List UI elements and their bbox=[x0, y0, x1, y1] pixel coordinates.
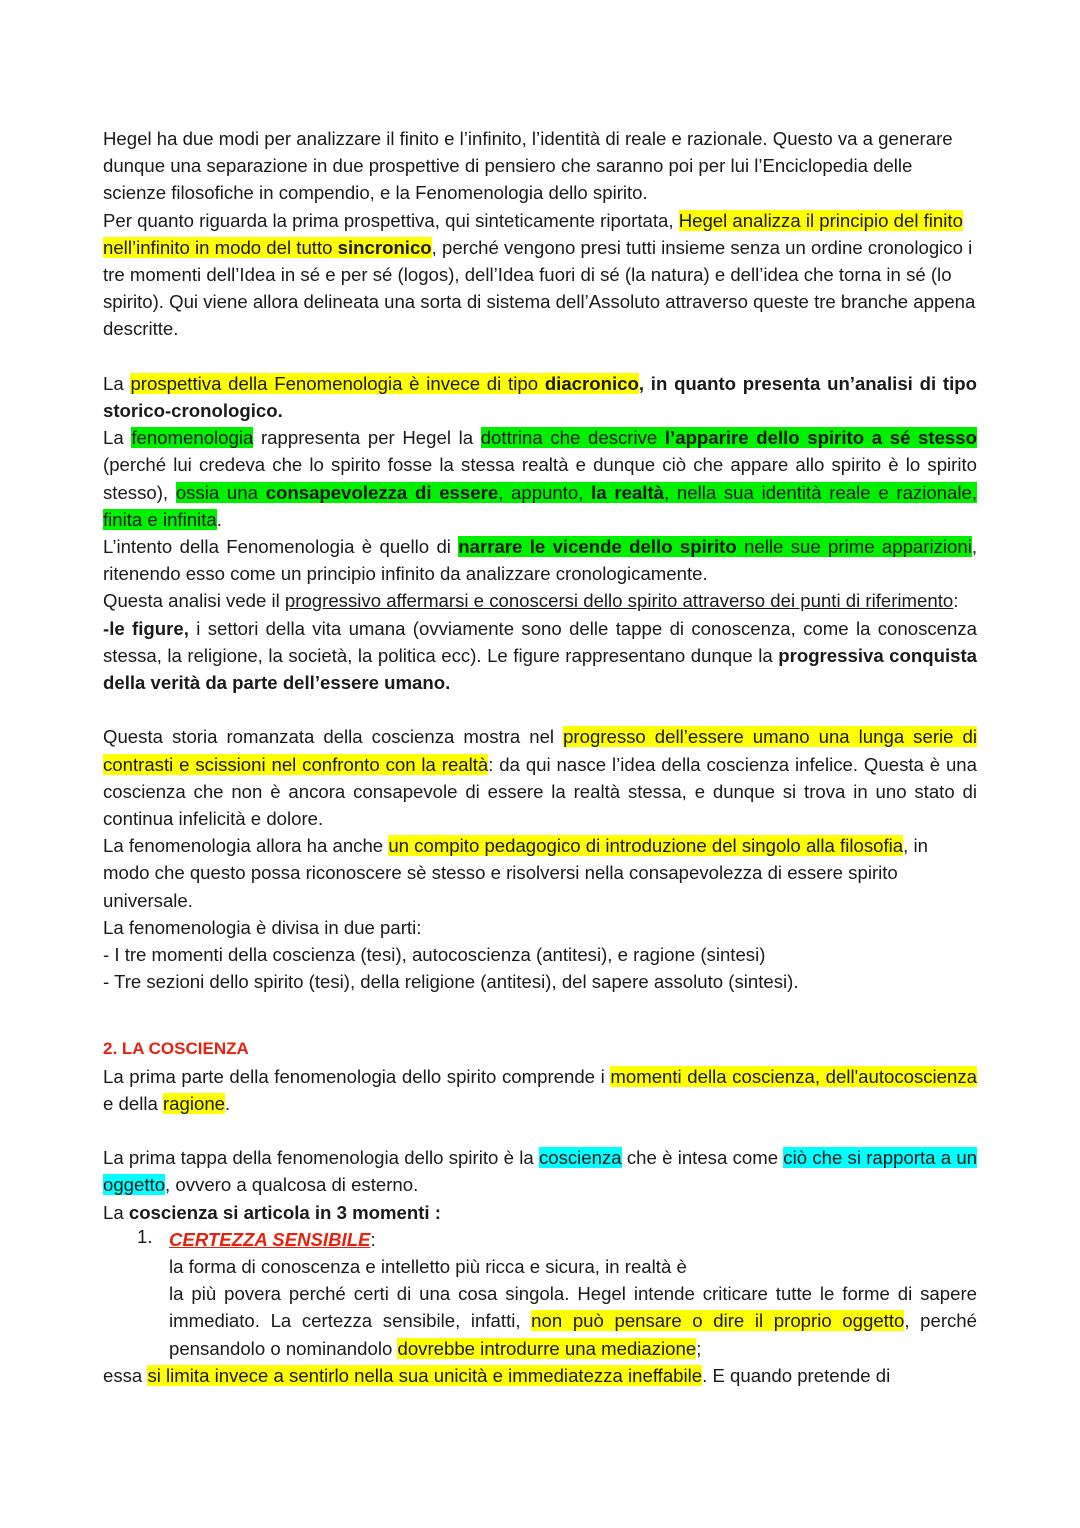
highlight-green: nelle sue prime apparizioni bbox=[736, 536, 972, 558]
text-run: , in modo che questo possa riconoscere sè stesso e risolversi nella consapevolezza di essere spirito universale. bbox=[103, 835, 928, 911]
text-run: La bbox=[103, 1201, 129, 1223]
text-run: L’intento della Fenomenologia è quello di bbox=[103, 536, 459, 558]
highlight-cyan: coscienza bbox=[538, 1147, 622, 1169]
highlight-green-bold: la realtà bbox=[591, 481, 664, 503]
list-item-title bbox=[169, 1226, 376, 1253]
highlight-yellow: si limita invece a sentirlo nella sua unicità e immediatezza ineffabile bbox=[147, 1364, 703, 1386]
text-run: La prima tappa della fenomenologia dello spirito è la bbox=[103, 1147, 539, 1169]
text-run: . bbox=[216, 508, 222, 530]
fenomenologia-definition-paragraph bbox=[103, 424, 977, 533]
list-item-body-line: la forma di conoscenza e intelletto più ricca e sicura, in realtà è bbox=[169, 1256, 687, 1278]
list-item-body bbox=[169, 1280, 977, 1362]
underlined-text: progressivo affermarsi e conoscersi dello spirito attraverso dei punti di riferimento bbox=[284, 590, 954, 612]
tre-momenti-paragraph bbox=[103, 1199, 977, 1226]
text-run: : bbox=[953, 590, 959, 612]
text-run: Per quanto riguarda la prima prospettiva, qui sinteticamente riportata, bbox=[103, 209, 679, 231]
text-run: , perché vengono presi tutti insieme senza un ordine cronologico i tre momenti dell’Idea in sé e per sé (logos), dell’Idea fuori di sé (la natura) e dell’idea che torna in sé (lo spirito). Qui viene allora delineata una sorta di sistema dell’Assoluto attraverso queste tre branche appena descritte. bbox=[103, 236, 976, 340]
highlight-green-bold: l’apparire dello spirito a sé stesso bbox=[664, 427, 977, 449]
highlight-yellow: momenti della coscienza, dell'autocoscienza bbox=[610, 1065, 978, 1087]
text-run: : bbox=[370, 1228, 376, 1250]
text-run: , ritenendo esso come un principio infinito da analizzare cronologicamente. bbox=[103, 536, 977, 585]
ineffabile-paragraph bbox=[103, 1362, 977, 1389]
text-run: La prima parte della fenomenologia dello spirito comprende i bbox=[103, 1065, 611, 1087]
highlight-green: , nella sua identità reale e razionale, finita e infinita bbox=[103, 481, 977, 530]
figure-paragraph bbox=[103, 615, 977, 697]
numbered-list-item bbox=[137, 1226, 977, 1253]
text-run: (perché lui credeva che lo spirito fosse la stessa realtà e dunque ciò che appare allo spirito è lo spirito stesso), bbox=[103, 454, 977, 503]
text-run: i settori della vita umana (ovviamente sono delle tappe di conoscenza, come la conoscenza stessa, la religione, la società, la politica ecc). Le figure rappresentano dunque la bbox=[103, 617, 977, 666]
text-run: la più povera perché certi di una cosa singola. Hegel intende criticare tutte le forme di sapere immediato. La certezza sensibile, infatti, bbox=[169, 1283, 977, 1332]
highlight-green: , appunto, bbox=[498, 481, 592, 503]
highlight-cyan: ciò che si rapporta a un oggetto bbox=[103, 1147, 978, 1196]
highlight-yellow: un compito pedagogico di introduzione del singolo alla filosofia bbox=[388, 835, 904, 857]
highlight-yellow: prospettiva della Fenomenologia è invece di tipo bbox=[130, 372, 545, 394]
text-run: La bbox=[103, 427, 132, 449]
document-body bbox=[103, 125, 977, 1389]
text-run: Questa storia romanzata della coscienza mostra nel bbox=[103, 726, 564, 748]
spacer bbox=[103, 696, 977, 723]
highlight-green: dottrina che descrive bbox=[480, 427, 665, 449]
sincronico-paragraph bbox=[103, 207, 977, 343]
analisi-paragraph bbox=[103, 587, 977, 614]
highlight-yellow: Hegel analizza il principio del finito nell’infinito in modo del tutto bbox=[103, 209, 963, 258]
list-number: 1. bbox=[137, 1225, 153, 1247]
coscienza-infelice-paragraph bbox=[103, 723, 977, 832]
text-run: e della bbox=[103, 1092, 163, 1114]
divisione-paragraph: La fenomenologia è divisa in due parti: bbox=[103, 916, 422, 938]
text-run: Hegel ha due modi per analizzare il finito e l’infinito, l’identità di reale e razionale. Questo va a generare dunque una separazione in due prospettive di pensiero che saranno poi per lui l’Enciclopedia delle scienze filosofiche in compendio, e la Fenomenologia dello spirito. bbox=[103, 128, 953, 204]
highlight-yellow: progresso dell’essere umano una lunga serie di contrasti e scissioni nel confronto con la realtà bbox=[103, 726, 977, 775]
text-run: : da qui nasce l’idea della coscienza infelice. Questa è una coscienza che non è ancora consapevole di essere la realtà stessa, e dunque si trova in uno stato di continua infelicità e dolore. bbox=[103, 753, 977, 830]
text-run: . E quando pretende di bbox=[702, 1364, 891, 1386]
spacer bbox=[103, 343, 977, 370]
list-item: - I tre momenti della coscienza (tesi), autocoscienza (antitesi), e ragione (sintesi) bbox=[103, 944, 766, 966]
intento-paragraph bbox=[103, 533, 977, 587]
highlight-green-bold: consapevolezza di essere bbox=[265, 481, 499, 503]
text-run: La bbox=[103, 372, 131, 394]
text-run: rappresenta per Hegel la bbox=[253, 427, 481, 449]
bold-text: coscienza si articola in 3 momenti bbox=[128, 1201, 430, 1223]
prima-parte-paragraph bbox=[103, 1063, 977, 1117]
text-run: , in quanto presenta un’analisi di tipo storico-cronologico. bbox=[103, 372, 977, 422]
bold-text: -le figure, bbox=[103, 617, 189, 639]
text-run: che è intesa come bbox=[621, 1147, 784, 1169]
highlight-green: fenomenologia bbox=[131, 427, 254, 449]
highlight-yellow: ragione bbox=[162, 1092, 225, 1114]
certezza-sensibile-title: CERTEZZA SENSIBILE bbox=[169, 1228, 371, 1250]
text-run: , ovvero a qualcosa di esterno. bbox=[165, 1174, 419, 1196]
spacer bbox=[103, 995, 977, 1035]
spacer bbox=[103, 1117, 977, 1144]
text-run: , perché pensandolo o nominandolo bbox=[169, 1310, 977, 1359]
text-run: ; bbox=[696, 1337, 702, 1359]
text-run: Questa analisi vede il bbox=[103, 590, 285, 612]
diacronico-paragraph bbox=[103, 370, 977, 424]
highlight-yellow: dovrebbe introdurre una mediazione bbox=[397, 1337, 697, 1359]
bold-text: : bbox=[429, 1201, 441, 1223]
bold-text: progressiva conquista della verità da parte dell’essere umano. bbox=[103, 644, 977, 694]
text-run: essa bbox=[103, 1364, 148, 1386]
prima-tappa-paragraph bbox=[103, 1144, 977, 1198]
highlight-yellow: non può pensare o dire il proprio oggetto bbox=[531, 1310, 905, 1332]
highlight-green: ossia una bbox=[175, 481, 266, 503]
intro-paragraph bbox=[103, 125, 977, 207]
text-run: . bbox=[225, 1092, 231, 1114]
list-item: - Tre sezioni dello spirito (tesi), della religione (antitesi), del sapere assoluto (sintesi). bbox=[103, 971, 799, 993]
pedagogico-paragraph bbox=[103, 832, 977, 914]
highlight-yellow-bold: sincronico bbox=[337, 236, 432, 258]
highlight-green-bold: narrare le vicende dello spirito bbox=[458, 536, 737, 558]
highlight-yellow-bold: diacronico bbox=[544, 372, 639, 394]
section-heading: 2. LA COSCIENZA bbox=[103, 1039, 249, 1059]
text-run: La fenomenologia allora ha anche bbox=[103, 835, 389, 857]
